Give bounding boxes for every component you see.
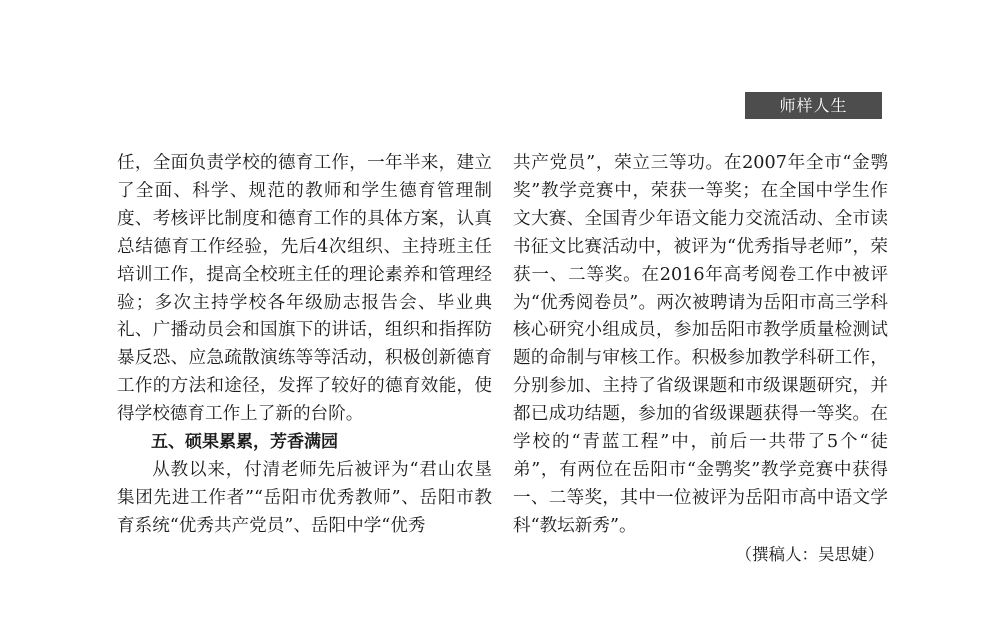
body-paragraph: 任，全面负责学校的德育工作，一年半来，建立了全面、科学、规范的教师和学生德育管理制度、考核评比制度和德育工作的具体方案，认真总结德育工作经验，先后4次组织、主持班主任培训工作，提高全校班主任的理论素养和管理经验；多次主持学校各年级励志报告会、毕业典礼、广播动员会和国旗下的讲话，组织和指挥防暴反恐、应急疏散演练等等活动，积极创新德育工作的方法和途径，发挥了较好的德育效能，使得学校德育工作上了新的台阶。 bbox=[117, 153, 492, 425]
body-paragraph: 从教以来，付清老师先后被评为“君山农垦集团先进工作者”“岳阳市优秀教师”、岳阳市教育系统“优秀共产党员”、岳阳中学“优秀 bbox=[117, 459, 492, 536]
left-column bbox=[117, 150, 492, 541]
section-heading: 五、硕果累累，芳香满园 bbox=[151, 432, 338, 453]
body-paragraph: 共产党员”，荣立三等功。在2007年全市“金鹗奖”教学竞赛中，荣获一等奖；在全国中学生作文大赛、全国青少年语文能力交流活动、全市读书征文比赛活动中，被评为“优秀指导老师”，荣获一、二等奖。在2016年高考阅卷工作中被评为“优秀阅卷员”。两次被聘请为岳阳市高三学科核心研究小组成员，参加岳阳市教学质量检测试题的命制与审核工作。积极参加教学科研工作，分别参加、主持了省级课题和市级课题研究，并都已成功结题，参加的省级课题获得一等奖。在学校的“青蓝工程”中，前后一共带了5个“徒弟”，有两位在岳阳市“金鹗奖”教学竞赛中获得一、二等奖，其中一位被评为岳阳市高中语文学科“教坛新秀”。 bbox=[513, 153, 888, 536]
right-column bbox=[513, 150, 888, 569]
author-byline: （撰稿人：吴思婕） bbox=[735, 544, 884, 564]
section-label: 师样人生 bbox=[745, 92, 882, 119]
